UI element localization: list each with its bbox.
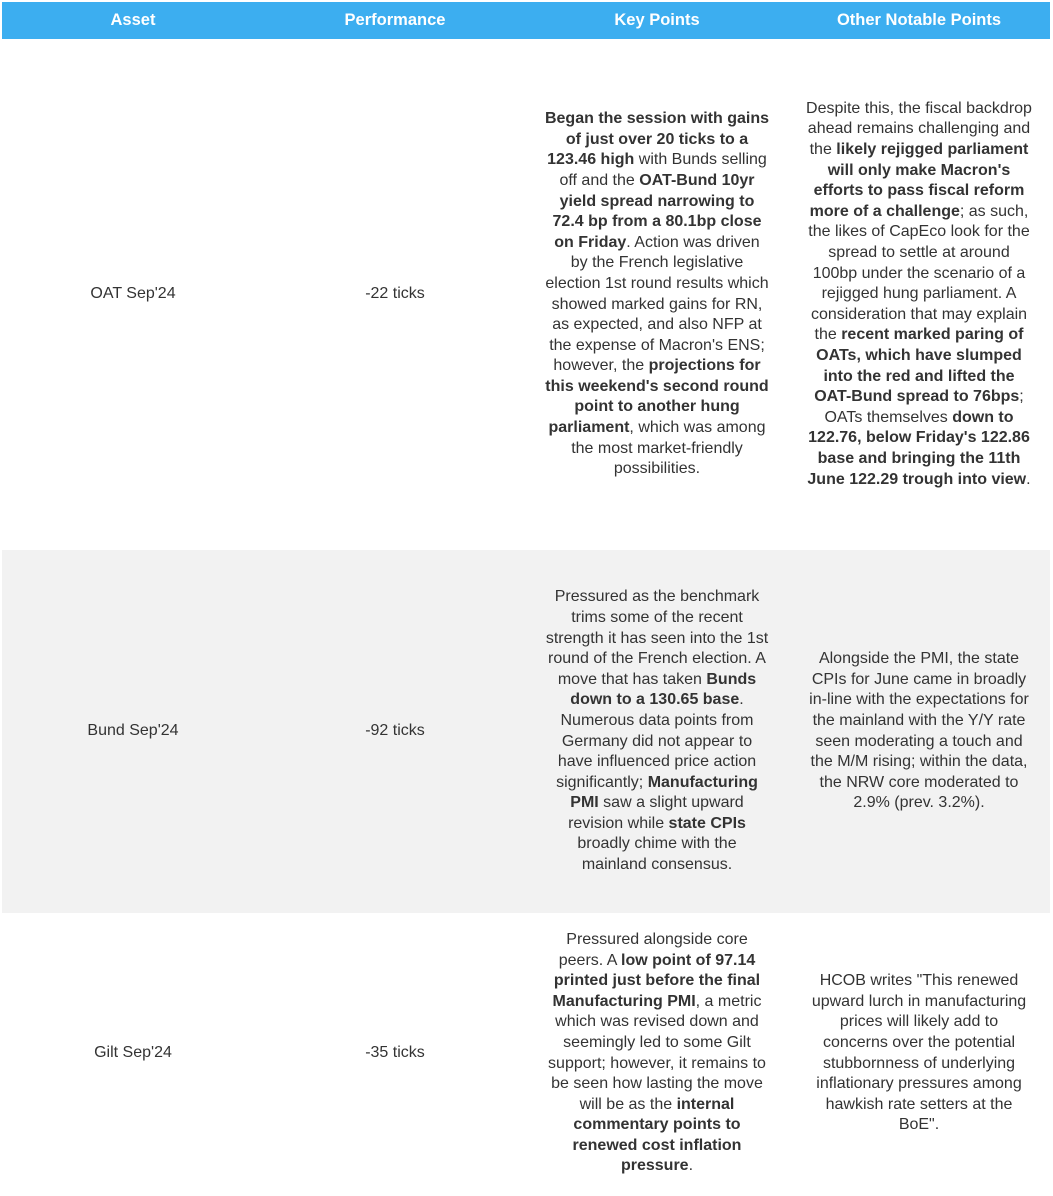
highlight-text: recent marked paring of OATs, which have slumped into the red and lifted the OAT-Bund spread to 76bps bbox=[814, 326, 1024, 406]
body-text: ; as such, the likes of CapEco look for the spread to settle at around 100bp under the scenario of a rejigged hung parliament. A consideration that may explain the bbox=[808, 202, 1030, 344]
highlight-text: projections for this weekend's second round point to another hung parliament bbox=[545, 357, 769, 437]
highlight-text: state CPIs bbox=[668, 814, 746, 832]
key-points-cell bbox=[526, 109, 788, 480]
body-text: , which was among the most market-friendly possibilities. bbox=[571, 419, 766, 478]
table-header bbox=[2, 2, 1050, 39]
highlight-text: likely rejigged parliament will only make Macron's efforts to pass fiscal reform more of a challenge bbox=[809, 141, 1029, 220]
table-row-bund bbox=[2, 550, 1050, 913]
body-text: . bbox=[1026, 470, 1031, 488]
highlight-text: OAT-Bund 10yr yield spread narrowing to 72.4 bp from a 80.1bp close on Friday bbox=[552, 171, 762, 251]
header-asset: Asset bbox=[110, 11, 156, 29]
table-row-gilt bbox=[2, 913, 1050, 1194]
table-row-oat bbox=[2, 39, 1050, 550]
highlight-text: internal commentary points to renewed cost inflation pressure bbox=[572, 1095, 742, 1175]
key-points-cell bbox=[526, 587, 788, 875]
performance-cell: -92 ticks bbox=[365, 722, 425, 740]
body-text: Alongside the PMI, the state CPIs for June came in broadly in-line with the expectations for the mainland with the Y/Y rate seen moderating a touch and the M/M rising; within the data, the NRW core moderated to 2.9% (prev. 3.2%). bbox=[809, 650, 1029, 812]
body-text: . Action was driven by the French legislative election 1st round results which showed marked gains for RN, as expected, and also NFP at the expense of Macron's ENS; however, the bbox=[545, 233, 769, 375]
body-text: with Bunds selling off and the bbox=[559, 151, 767, 189]
highlight-text: Manufacturing PMI bbox=[570, 773, 758, 812]
highlight-text: Began the session with gains of just over 20 ticks to a 123.46 high bbox=[544, 110, 770, 169]
other-points-cell bbox=[788, 99, 1050, 490]
body-text: saw a slight upward revision while bbox=[568, 794, 744, 832]
highlight-text: low point of 97.14 printed just before the final Manufacturing PMI bbox=[552, 951, 761, 1010]
other-points-cell bbox=[788, 649, 1050, 814]
asset-cell: Bund Sep'24 bbox=[87, 722, 179, 740]
body-text: , a metric which was revised down and seemingly led to some Gilt support; however, it remains to be seen how lasting the move will be as the bbox=[548, 992, 766, 1113]
highlight-text: Bunds down to a 130.65 base bbox=[570, 670, 757, 709]
header-performance: Performance bbox=[344, 11, 446, 29]
body-text: Despite this, the fiscal backdrop ahead remains challenging and the bbox=[806, 99, 1032, 159]
asset-cell: Gilt Sep'24 bbox=[94, 1044, 172, 1062]
performance-cell: -35 ticks bbox=[365, 1044, 425, 1062]
highlight-text: down to 122.76, below Friday's 122.86 base and bringing the 11th June 122.29 trough into view bbox=[807, 408, 1030, 488]
other-points-cell bbox=[788, 971, 1050, 1136]
body-text: . bbox=[688, 1157, 694, 1175]
market-table bbox=[2, 2, 1050, 1194]
asset-cell: OAT Sep'24 bbox=[90, 285, 176, 303]
key-points-cell bbox=[526, 930, 788, 1177]
body-text: HCOB writes "This renewed upward lurch in manufacturing prices will likely add to concerns over the potential stubbornness of underlying inflationary pressures among hawkish rate setters at the BoE". bbox=[811, 972, 1027, 1134]
body-text: Pressured alongside core peers. A bbox=[558, 930, 748, 969]
performance-cell: -22 ticks bbox=[365, 285, 425, 303]
body-text: Pressured as the benchmark trims some of the recent strength it has seen into the 1st round of the French election. A move that has taken bbox=[545, 588, 769, 688]
body-text: . Numerous data points from Germany did not appear to have influenced price action significantly; bbox=[556, 691, 757, 791]
body-text: ; OATs themselves bbox=[824, 388, 1024, 426]
header-other-points: Other Notable Points bbox=[836, 11, 1002, 29]
header-key-points: Key Points bbox=[614, 11, 700, 29]
body-text: broadly chime with the mainland consensus. bbox=[577, 835, 737, 874]
